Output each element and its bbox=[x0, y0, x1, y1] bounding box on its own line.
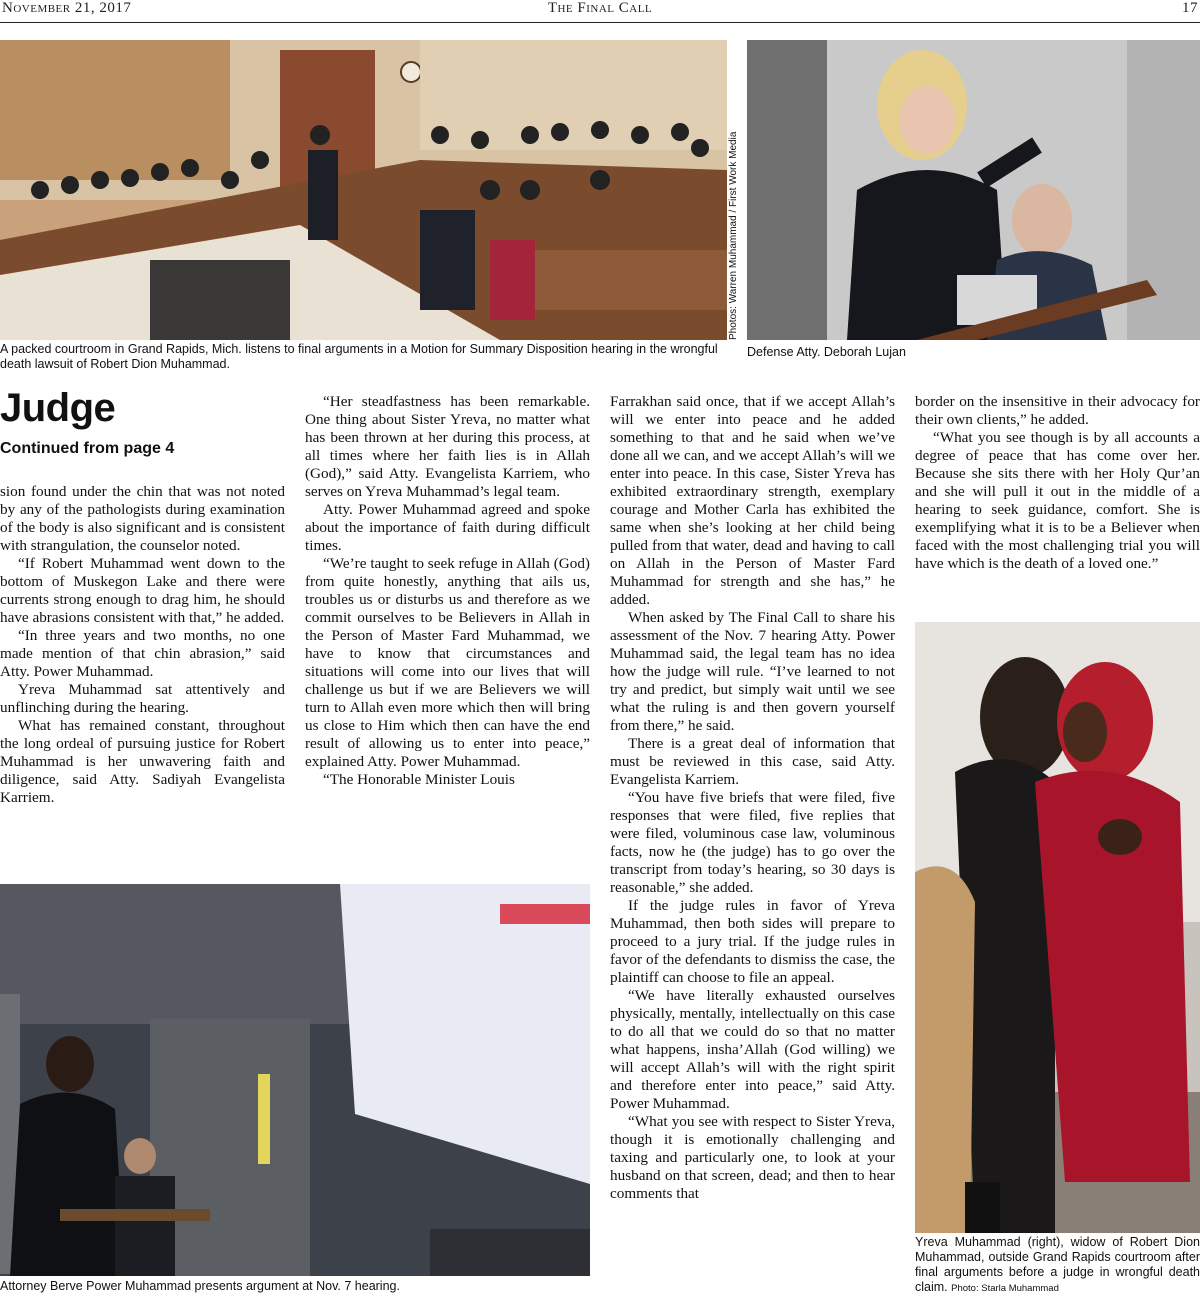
yreva-photo-credit: Photo: Starla Muhammad bbox=[951, 1283, 1059, 1294]
power-muhammad-caption: Attorney Berve Power Muhammad presents argument at Nov. 7 hearing. bbox=[0, 1279, 400, 1293]
article-paragraph: When asked by The Final Call to share his assessment of the Nov. 7 hearing Atty. Power Muhammad said, the legal team has no idea how the judge will rule. “I’ve learned to not try and predict, but simply wait until we see what the ruling is and then govern yourself from there,” he said. bbox=[610, 609, 895, 734]
article-paragraph: “The Honorable Minister Louis bbox=[323, 771, 515, 788]
article-paragraph: “If Robert Muhammad went down to the bottom of Muskegon Lake and there were currents strong enough to drag him, he should have abrasions consistent with that,” he added. bbox=[0, 555, 285, 626]
article-column-3 bbox=[610, 393, 895, 1203]
yreva-caption-text: Yreva Muhammad (right), widow of Robert Dion Muhammad, outside Grand Rapids courtroom after final arguments before a judge in wrongful death claim. bbox=[915, 1235, 1200, 1294]
article-paragraph: border on the insensitive in their advocacy for their own clients,” he added. bbox=[915, 393, 1200, 428]
article-paragraph: “What you see though is by all accounts a degree of peace that has come over her. Because she sits there with her Holy Qur’an and she will pull it out in the middle of a hearing to seek guidance, comfort. She is exemplifying what it is to be a Believer when faced with the most challenging trial you will have which is the death of a loved one.” bbox=[915, 429, 1200, 572]
article-column-1 bbox=[0, 483, 285, 807]
lujan-caption: Defense Atty. Deborah Lujan bbox=[747, 345, 906, 359]
yreva-photo bbox=[915, 622, 1200, 1233]
article-paragraph: “You have five briefs that were filed, five responses that were filed, five replies that were filed, voluminous case law, voluminous facts, now he (the judge) has to go over the transcript from today’s hearing, so 30 days is reasonable,” she added. bbox=[610, 789, 895, 896]
lujan-photo bbox=[747, 40, 1200, 340]
article-paragraph: “In three years and two months, no one made mention of that chin abrasion,” said Atty. Power Muhammad. bbox=[0, 627, 285, 680]
article-paragraph: There is a great deal of information that must be reviewed in this case, said Atty. Evangelista Karriem. bbox=[610, 735, 895, 788]
photo-credit-text: Photos: Warren Muhammad / First Work Media bbox=[728, 131, 739, 340]
article-paragraph: sion found under the chin that was not noted by any of the pathologists during examination of the body is also significant and is consistent with strangulation, the counselor noted. bbox=[0, 483, 285, 554]
page-number: 17 bbox=[1182, 0, 1198, 16]
continued-from: Continued from page 4 bbox=[0, 440, 175, 457]
article-paragraph: “We’re taught to seek refuge in Allah (God) from quite honestly, anything that ails us, troubles us or disturbs us and therefore as we commit ourselves to be Believers in Allah in the Person of Master Fard Muhammad, we have to know that circumstances and situations will come into our lives that will challenge us but if we are Believers we will turn to Allah even more which then will bring us close to Him which then can have the end result of allowing us to enter into peace,” explained Atty. Power Muhammad. bbox=[305, 555, 590, 770]
power-muhammad-photo bbox=[0, 884, 590, 1276]
article-paragraph: “We have literally exhausted ourselves physically, mentally, intellectually on this case to do all that we could do so that no matter what happens, insha’Allah (God willing) we will accept Allah’s will with the right spirit and therefore enter into peace,” said Atty. Power Muhammad. bbox=[610, 987, 895, 1112]
article-paragraph: “Her steadfastness has been remarkable. One thing about Sister Yreva, no matter what has been thrown at her during this process, at all times where her faith lies is in Allah (God),” said Atty. Evangelista Karriem, who serves on Yreva Muhammad’s legal team. bbox=[305, 393, 590, 500]
issue-date: November 21, 2017 bbox=[2, 0, 132, 16]
article-paragraph: Atty. Power Muhammad agreed and spoke about the importance of faith during difficult times. bbox=[305, 501, 590, 554]
article-column-4 bbox=[915, 393, 1200, 573]
yreva-caption bbox=[915, 1235, 1200, 1296]
courtroom-photo bbox=[0, 40, 727, 340]
article-paragraph: What has remained constant, throughout the long ordeal of pursuing justice for Robert Muhammad is her unwavering faith and diligence, said Atty. Sadiyah Evangelista Karriem. bbox=[0, 717, 285, 806]
article-paragraph: If the judge rules in favor of Yreva Muhammad, then both sides will prepare to proceed to a jury trial. If the judge rules in favor of the defendants to dismiss the case, the plaintiff can choose to file an appeal. bbox=[610, 897, 895, 986]
headline: Judge bbox=[0, 386, 116, 430]
article-paragraph: Yreva Muhammad sat attentively and unflinching during the hearing. bbox=[0, 681, 285, 716]
page-header bbox=[0, 0, 1200, 23]
publication-name: The Final Call bbox=[547, 0, 653, 16]
article-paragraph: “What you see with respect to Sister Yreva, though it is emotionally challenging and taxing and particularly one, to look at your husband on that screen, dead; and then to hear comments that bbox=[610, 1113, 895, 1202]
article-column-2 bbox=[305, 393, 590, 789]
article-paragraph: Farrakhan said once, that if we accept Allah’s will we enter into peace and he added something to that and he said when we’ve done all we can, and we accept Allah’s will we enter into peace. In this case, Sister Yreva has exhibited extraordinary strength, exemplary courage and Mother Carla has exhibited the same when she’s looking at her child being pulled from that water, dead and having to call on Allah in the Person of Master Fard Muhammad for strength and she has,” he added. bbox=[610, 393, 895, 608]
courtroom-caption: A packed courtroom in Grand Rapids, Mich. listens to final arguments in a Motion for Summary Disposition hearing in the wrongful death lawsuit of Robert Dion Muhammad. bbox=[0, 342, 718, 371]
